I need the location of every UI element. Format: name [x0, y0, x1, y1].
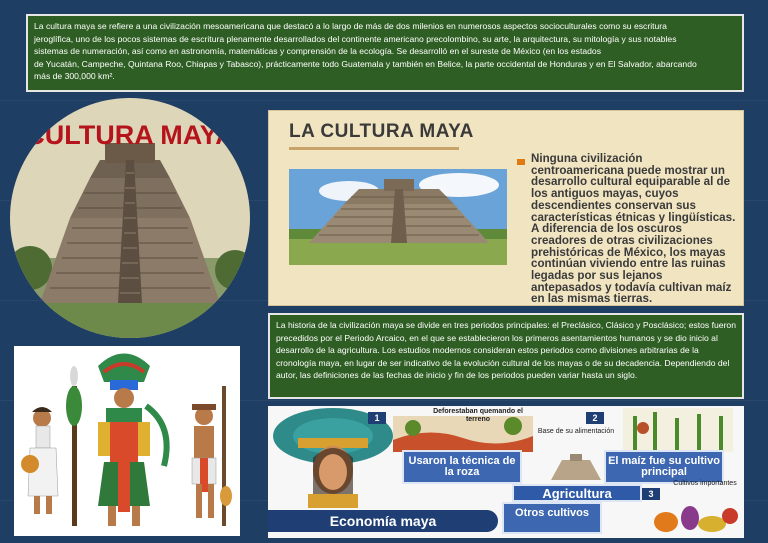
intro-line: sistemas de numeración, así como en astronomía, matemáticas y comprensión de la ecología. Se desarrolló en el sureste de México (en los estados	[34, 46, 601, 57]
poster-title: LA CULTURA MAYA	[289, 121, 474, 142]
corn-field-illustration	[623, 408, 733, 452]
economia-maya-infographic	[268, 406, 744, 538]
maya-figures-illustration	[14, 346, 240, 536]
step-number: 2	[586, 412, 604, 424]
cultura-maya-poster	[268, 110, 744, 306]
cultura-maya-circle-image	[10, 98, 250, 338]
intro-line: de Yucatán, Campeche, Quintana Roo, Chiapas y Tabasco), prácticamente todo Guatemala y también en Belice, la parte occidental de Honduras y en El Salvador, abarcando	[34, 58, 697, 69]
circle-title: CULTURA MAYA	[25, 120, 235, 150]
title-underline	[289, 147, 459, 150]
step2-box: El maíz fue su cultivo principal	[604, 450, 724, 484]
small-pyramid-icon	[546, 452, 606, 482]
step-number: 3	[642, 488, 660, 500]
step3-box: Otros cultivos	[502, 502, 602, 534]
intro-text-box	[26, 14, 744, 92]
economia-title: Economía maya	[268, 510, 498, 532]
step3-caption: Cultivos importantes	[673, 480, 737, 487]
step-number: 1	[368, 412, 386, 424]
agricultura-label: Agricultura	[512, 484, 642, 502]
step1-box: Usaron la técnica de la roza	[402, 450, 522, 484]
intro-line: más de 300,000 km².	[34, 71, 115, 82]
bullet-marker	[517, 159, 525, 165]
history-text: La historia de la civilización maya se divide en tres periodos principales: el Preclásico, Clásico y Posclásico; estos fueron precedidos por el Periodo Arcaico, en el que se establecieron los primeros asentamientos humanos y se dio inicio al desarrollo de la agricultura. Los estudios modernos consideran estos periodos como divisiones arbitrarias de la cronología maya, en lugar de ser indicativo de la evolución cultural de los mayas o de su decadencia. Dependiendo del autor, las definiciones de las fechas de inicio y fin de los periodos pueden variar hasta un siglo.	[276, 320, 736, 381]
intro-line: La cultura maya se refiere a una civilización mesoamericana que destacó a lo largo de más de dos milenios en numerosos aspectos socioculturales como su escritura	[34, 21, 667, 31]
crops-illustration	[650, 496, 740, 536]
history-text-box	[268, 313, 744, 399]
poster-body-text: Ninguna civilización centroamericana puede mostrar un desarrollo cultural equiparable al de los antiguos mayas, cuyos descendientes conservan sus características étnicas y lingüísticas. A diferencia de los oscuros creadores de otras civilizaciones prehistóricas de México, los mayas continúan viviendo entre las ruinas legadas por sus lejanos antepasados y todavía cultivan maíz en las mismas tierras.	[531, 152, 736, 306]
step2-caption: Base de su alimentación	[537, 428, 615, 435]
pyramid-photo	[289, 169, 507, 265]
intro-line: jeroglífica, uno de los pocos sistemas de escritura plenamente desarrollados del continente americano precolombino, su arte, la arquitectura, su mitología y sus notables	[34, 33, 677, 44]
step1-caption: Deforestaban quemando el terreno	[433, 408, 523, 423]
